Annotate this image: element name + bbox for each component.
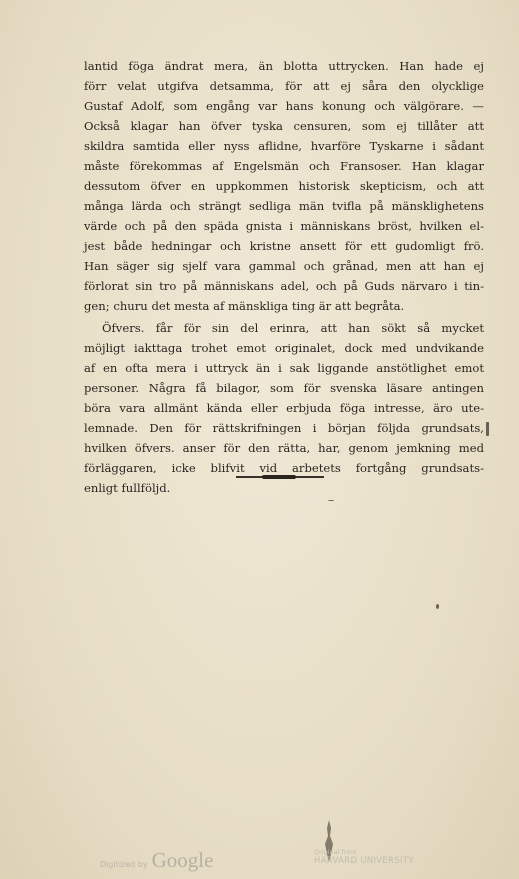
digitized-by-label: Digitized by <box>100 860 148 869</box>
text-line: Också klagar han öfver tyska censuren, som ej tillåter att <box>84 119 484 133</box>
text-line: lantid föga ändrat mera, än blotta uttrycken. Han hade ej <box>84 59 484 73</box>
text-line: skildra samtida eller nyss aflidne, hvarföre Tyskarne i sådant <box>84 139 484 153</box>
text-line: Öfvers. får för sin del erinra, att han sökt så mycket <box>102 321 484 335</box>
ink-speck <box>328 500 334 501</box>
text-line: värde och på den späda gnista i människans bröst, hvilken el- <box>84 219 484 233</box>
decorative-rule-center <box>262 475 296 479</box>
text-line: förlorat sin tro på människans adel, och på Guds närvaro i tin- <box>84 279 484 293</box>
original-from-footer <box>314 848 414 870</box>
text-line: enligt fullföljd. <box>84 481 171 495</box>
text-line: af en ofta mera i uttryck än i sak liggande anstötlighet emot <box>84 361 484 375</box>
original-from-label: Original from <box>314 848 357 856</box>
text-line: förr velat utgifva detsamma, för att ej såra den olycklige <box>84 79 484 93</box>
ink-speck <box>436 604 439 609</box>
google-logo: Google <box>151 848 214 872</box>
text-line: gen; churu det mesta af mänskliga ting är att begråta. <box>84 299 405 313</box>
text-line: personer. Några få bilagor, som för svenska läsare antingen <box>84 381 484 395</box>
text-line: möjligt iakttaga trohet emot originalet, dock med undvikande <box>84 341 484 355</box>
text-line: förläggaren, icke blifvit vid arbetets fortgång grundsats- <box>84 461 484 475</box>
text-line: jest både hedningar och kristne ansett för ett gudomligt frö. <box>84 239 484 253</box>
harvard-label: HARVARD UNIVERSITY <box>314 856 414 866</box>
digitized-by-footer <box>100 848 213 870</box>
ink-speck <box>486 422 489 436</box>
text-line: hvilken öfvers. anser för den rätta, har, genom jemkning med <box>84 441 484 455</box>
text-line: böra vara allmänt kända eller erbjuda föga intresse, äro ute- <box>84 401 484 415</box>
text-line: många lärda och strängt sedliga män tvifla på mänsklighetens <box>84 199 484 213</box>
text-line: dessutom öfver en uppkommen historisk skepticism, och att <box>84 179 484 193</box>
text-line: lemnade. Den för rättskrifningen i början följda grundsats, <box>84 421 484 435</box>
text-line: Gustaf Adolf, som engång var hans konung och välgörare. — <box>84 99 484 113</box>
text-line: måste förekommas af Engelsmän och Fransoser. Han klagar <box>84 159 484 173</box>
text-line: Han säger sig sjelf vara gammal och grånad, men att han ej <box>84 259 484 273</box>
